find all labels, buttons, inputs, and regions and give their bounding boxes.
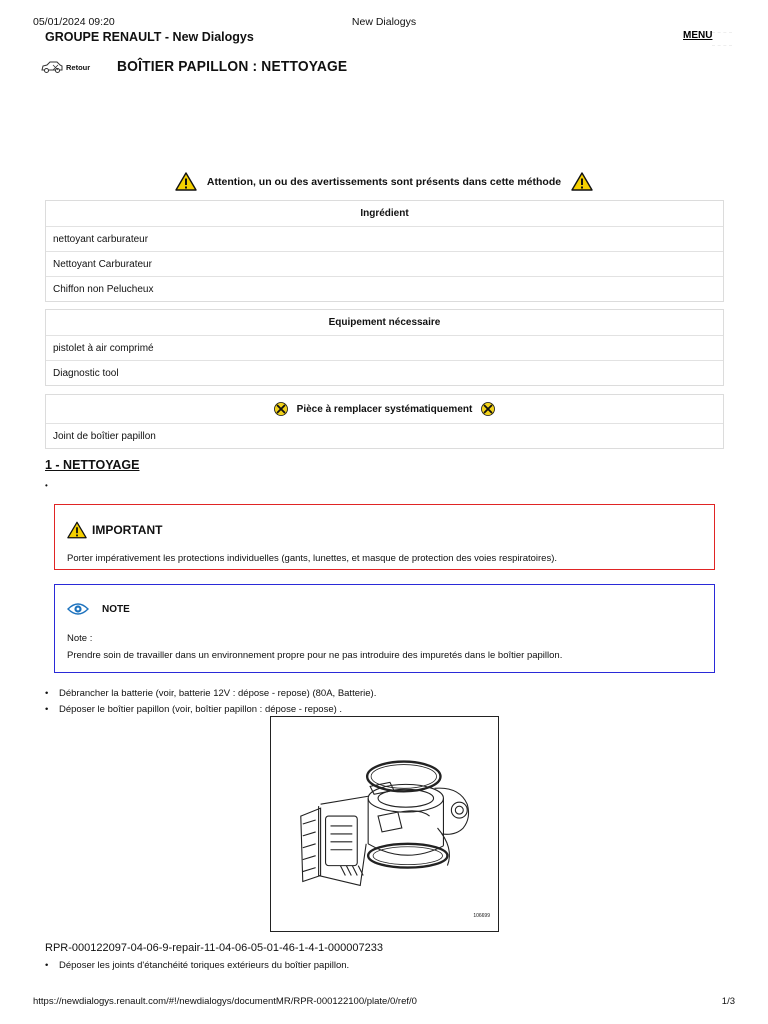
back-label: Retour [66,62,91,72]
parts-table [45,394,724,449]
important-title-row [67,521,162,539]
note-line-1: Note : [67,633,93,644]
note-callout [54,584,715,673]
warning-icon [67,521,87,539]
list-item: • Débrancher la batterie (voir, batterie 12V : dépose - repose) (80A, Batterie). [59,688,376,704]
important-title: IMPORTANT [92,523,163,537]
figure-reference: RPR-000122097-04-06-9-repair-11-04-06-05-01-46-1-4-1-000007233 [45,942,383,954]
steps-list-after [59,960,349,976]
parts-header-label: Pièce à remplacer systématiquement [296,403,473,415]
print-url: https://newdialogys.renault.com/#!/newdialogys/documentMR/RPR-000122100/plate/0/ref/0 [33,996,417,1007]
page-title: BOÎTIER PAPILLON : NETTOYAGE [117,58,348,75]
back-button[interactable] [40,60,90,74]
equipment-table [45,309,724,386]
car-icon [40,60,64,74]
parts-header [46,395,723,423]
eye-icon [67,602,89,616]
note-line-2: Prendre soin de travailler dans un environnement propre pour ne pas introduire des impuretés dans le boîtier papillon. [67,650,563,661]
print-footer [0,996,768,1010]
tools-icon [481,402,495,416]
table-row: pistolet à air comprimé [46,335,723,360]
important-callout [54,504,715,570]
warning-text: Attention, un ou des avertissements sont présents dans cette méthode [206,175,562,188]
empty-bullet: • [45,481,48,490]
table-row: Chiffon non Pelucheux [46,276,723,301]
warning-icon [175,172,197,191]
warning-banner [0,172,768,191]
print-header [0,16,768,30]
warning-icon [571,172,593,191]
menu-ghost [712,32,732,46]
tools-icon [274,402,288,416]
ingredients-table [45,200,724,302]
table-row: Joint de boîtier papillon [46,423,723,448]
ingredients-header: Ingrédient [360,208,409,219]
print-date: 05/01/2024 09:20 [33,16,115,28]
table-row: Diagnostic tool [46,360,723,385]
throttle-body-illustration [271,717,498,931]
menu-link[interactable]: MENU [683,30,713,41]
equipment-header: Equipement nécessaire [328,317,441,328]
page-count: 1/3 [721,996,735,1007]
note-title: NOTE [102,603,130,615]
table-row: Nettoyant Carburateur [46,251,723,276]
list-item: • Déposer le boîtier papillon (voir, boîtier papillon : dépose - repose) . [59,704,376,720]
figure-code: 106699 [473,913,490,919]
throttle-body-figure [270,716,499,932]
print-doc-title: New Dialogys [351,16,417,28]
steps-list [59,688,376,719]
table-row: nettoyant carburateur [46,226,723,251]
important-body: Porter impérativement les protections individuelles (gants, lunettes, et masque de protection des voies respiratoires). [67,553,558,564]
section-title: 1 - NETTOYAGE [45,458,140,472]
brand-title: GROUPE RENAULT - New Dialogys [45,30,254,44]
note-title-row [67,602,130,616]
list-item: • Déposer les joints d'étanchéité toriques extérieurs du boîtier papillon. [59,960,349,976]
